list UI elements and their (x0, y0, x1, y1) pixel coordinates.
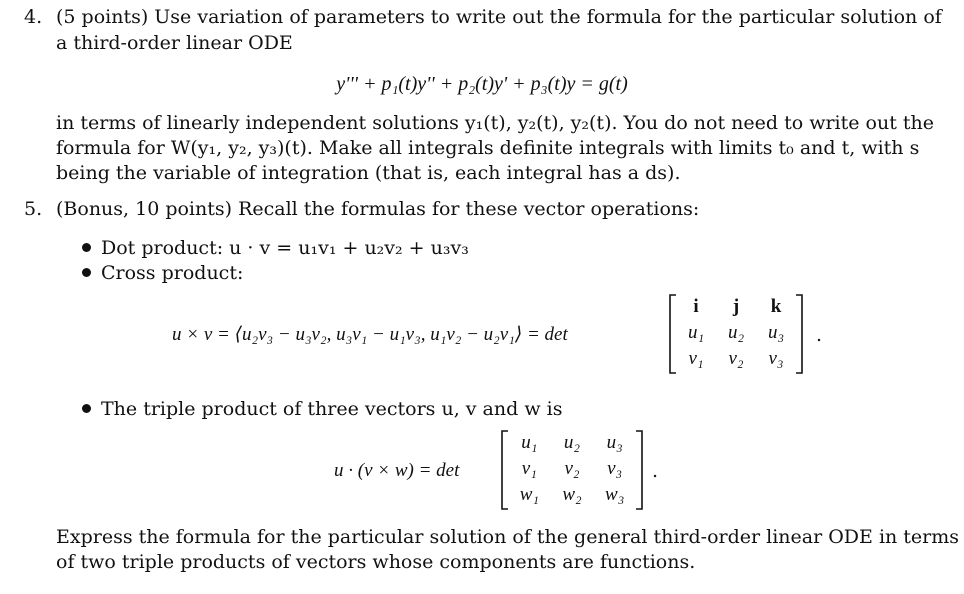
triple-product-text: The triple product of three vectors u, v and w is (101, 398, 563, 420)
triple-product-matrix (500, 430, 644, 510)
cross-product-matrix (668, 294, 804, 374)
ode-equation: y''' + p₁(t)y'' + p₂(t)y' + p₃(t)y = g(t) (336, 73, 628, 95)
closing-line-1: Express the formula for the particular solution of the general third-order linear ODE in terms (56, 526, 960, 548)
bullet-cross-product (82, 260, 243, 286)
bullet-dot-product (82, 235, 469, 261)
matrix-entry: u₁ (687, 322, 705, 343)
matrix-entry: u₁ (521, 432, 538, 453)
matrix-entry: v₁ (688, 348, 704, 369)
bullet-icon (82, 268, 91, 277)
bullet-icon (82, 243, 91, 252)
matrix-entry: v₃ (768, 348, 784, 369)
problem-5-number: 5. (24, 198, 43, 220)
cross-product-text: Cross product: (101, 262, 244, 284)
cross-product-formula: u × v = ⟨u₂v₃ − u₃v₂, u₃v₁ − u₁v₃, u₁v₂ − u₂v₁⟩ = det (172, 324, 568, 345)
cross-period: . (816, 324, 823, 346)
closing-line-2: of two triple products of vectors whose components are functions. (56, 551, 696, 573)
matrix-entry: i (693, 296, 699, 317)
bullet-icon (82, 404, 91, 413)
triple-period: . (652, 460, 659, 482)
matrix-entry: u₃ (767, 322, 785, 343)
problem-4-line-4: formula for W(y₁, y₂, y₃)(t). Make all integrals definite integrals with limits t₀ and t, with s (56, 137, 920, 159)
matrix-entry: v₁ (521, 458, 537, 479)
bullet-triple-product (82, 396, 562, 422)
problem-4-line-5: being the variable of integration (that is, each integral has a ds). (56, 162, 681, 184)
matrix-entry: v₂ (564, 458, 580, 479)
matrix-entry: u₂ (563, 432, 581, 453)
matrix-entry: w₁ (519, 484, 539, 505)
matrix-entry: u₃ (606, 432, 623, 453)
matrix-entry: j (732, 296, 740, 317)
matrix-entry: u₂ (727, 322, 745, 343)
matrix-entry: v₂ (728, 348, 744, 369)
matrix-entry: k (770, 296, 782, 317)
matrix-entry: v₃ (607, 458, 623, 479)
dot-product-text: Dot product: u · v = u₁v₁ + u₂v₂ + u₃v₃ (101, 237, 469, 259)
problem-4-number: 4. (24, 6, 43, 28)
problem-4-line-1: (5 points) Use variation of parameters to write out the formula for the particular solution of (56, 6, 942, 28)
problem-5-intro: (Bonus, 10 points) Recall the formulas for these vector operations: (56, 198, 700, 220)
triple-product-formula: u · (v × w) = det (334, 460, 460, 481)
problem-4-line-2: a third-order linear ODE (56, 32, 293, 54)
matrix-entry: w₂ (562, 484, 582, 505)
problem-4-line-3: in terms of linearly independent solutions y₁(t), y₂(t), y₂(t). You do not need to write out the (56, 112, 935, 134)
matrix-entry: w₃ (605, 484, 625, 505)
